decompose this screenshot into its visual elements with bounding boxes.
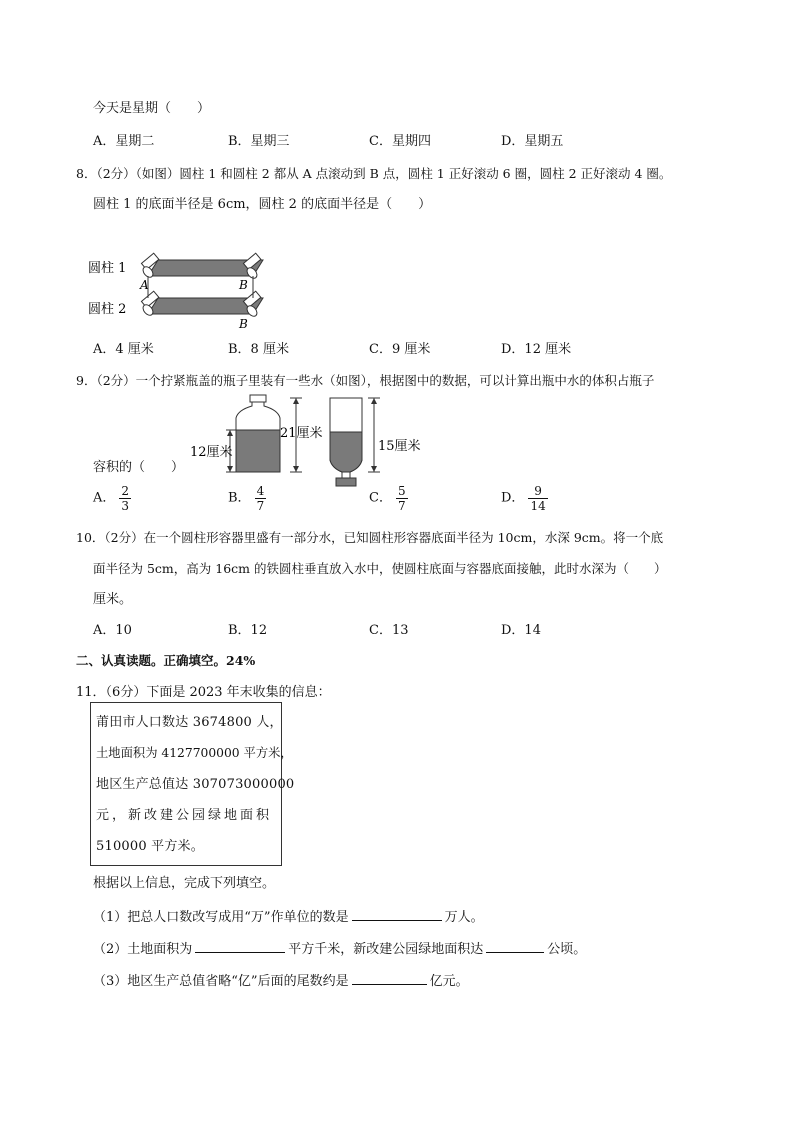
q7-option-c[interactable]: C．星期四 — [369, 134, 431, 149]
sub1-text-b: 万人。 — [444, 910, 484, 925]
q7-option-b[interactable]: B．星期三 — [228, 134, 290, 149]
sub3-answer-blank[interactable] — [352, 970, 427, 985]
q7-tail: 今天是星期（ ） — [93, 101, 211, 116]
q10-option-d[interactable]: D．14 — [501, 623, 541, 638]
point-b1-label: B — [239, 278, 248, 292]
q8-option-c[interactable]: C．9 厘米 — [369, 342, 431, 357]
q9-line-1: 9．（2分）一个拧紧瓶盖的瓶子里装有一些水（如图），根据图中的数据，可以计算出瓶中水的体积占瓶子 — [76, 373, 655, 388]
q11-info-box — [90, 702, 295, 866]
fraction: $\frac{2}{3}$ — [121, 484, 130, 513]
info-line: 莆田市人口数达 3674800 人， — [96, 715, 283, 730]
option-label: B． — [228, 490, 251, 506]
q10-line-3: 厘米。 — [93, 592, 133, 607]
point-b2-label: B — [239, 317, 248, 331]
inverted-height-label: 15厘米 — [378, 439, 421, 454]
q8-line-2: 圆柱 1 的底面半径是 6cm，圆柱 2 的底面半径是（ ） — [93, 197, 432, 212]
q8-option-a[interactable]: A．4 厘米 — [93, 342, 154, 357]
q7-option-d[interactable]: D．星期五 — [501, 134, 564, 149]
q9-option-d[interactable] — [501, 484, 548, 513]
q11-line-1: 11．（6分）下面是 2023 年末收集的信息： — [76, 685, 331, 700]
option-label: D． — [501, 490, 525, 506]
point-a-label: A — [140, 278, 149, 292]
fraction: $\frac{4}{7}$ — [256, 484, 265, 513]
q11-sub-3 — [93, 970, 469, 992]
q10-option-b[interactable]: B．12 — [228, 623, 268, 638]
q9-line-2: 容积的（ ） — [93, 460, 185, 475]
option-label: C． — [369, 490, 392, 506]
sub3-text-a: （3）地区生产总值省略“亿”后面的尾数约是 — [93, 974, 349, 989]
fraction: $\frac{9}{14}$ — [530, 484, 546, 513]
q11-sub-2 — [93, 938, 586, 960]
sub3-text-b: 亿元。 — [429, 974, 469, 989]
sub2-text-b: 平方千米，新改建公园绿地面积达 — [288, 942, 484, 957]
q10-line-1: 10．（2分）在一个圆柱形容器里盛有一部分水，已知圆柱形容器底面半径为 10cm，水深 9cm。将一个底 — [76, 530, 664, 545]
info-line: 土地面积为 4127700000 平方米， — [96, 746, 293, 760]
sub2-text-a: （2）土地面积为 — [93, 942, 193, 957]
sub2-answer-blank-1[interactable] — [195, 938, 285, 953]
q8-option-d[interactable]: D．12 厘米 — [501, 342, 572, 357]
option-label: A． — [93, 490, 116, 506]
q8-line-1: 8．（2分）（如图）圆柱 1 和圆柱 2 都从 A 点滚动到 B 点，圆柱 1 正好滚动 6 圈，圆柱 2 正好滚动 4 圈。 — [76, 166, 672, 181]
q9-option-a[interactable] — [93, 484, 131, 513]
sub1-text-a: （1）把总人口数改写成用“万”作单位的数是 — [93, 910, 349, 925]
sub1-answer-blank[interactable] — [352, 906, 442, 921]
q7-option-a[interactable]: A．星期二 — [93, 134, 155, 149]
q9-option-c[interactable] — [369, 484, 408, 513]
info-line: 元，新改建公园绿地面积 — [96, 808, 273, 823]
sub2-answer-blank-2[interactable] — [486, 938, 544, 953]
bottle-height-label: 21厘米 — [280, 426, 323, 441]
info-line: 地区生产总值达 307073000000 — [96, 777, 295, 792]
info-line: 510000 平方米。 — [96, 839, 204, 854]
q11-sub-1 — [93, 906, 484, 928]
fraction: $\frac{5}{7}$ — [397, 484, 406, 513]
cylinder-1-label: 圆柱 1 — [88, 261, 127, 276]
water-height-label: 12厘米 — [190, 445, 233, 460]
q10-option-a[interactable]: A．10 — [93, 623, 132, 638]
q10-option-c[interactable]: C．13 — [369, 623, 409, 638]
sub2-text-c: 公顷。 — [547, 942, 587, 957]
q10-line-2: 面半径为 5cm，高为 16cm 的铁圆柱垂直放入水中，使圆柱底面与容器底面接触，此时水深为（ ） — [93, 561, 667, 576]
section-2-heading: 二、认真读题。正确填空。24% — [76, 653, 256, 668]
q8-cylinder-figure — [88, 252, 288, 332]
q11-instruction: 根据以上信息，完成下列填空。 — [93, 876, 276, 891]
q8-option-b[interactable]: B．8 厘米 — [228, 342, 289, 357]
cylinder-2-label: 圆柱 2 — [88, 302, 127, 317]
q9-option-b[interactable] — [228, 484, 266, 513]
